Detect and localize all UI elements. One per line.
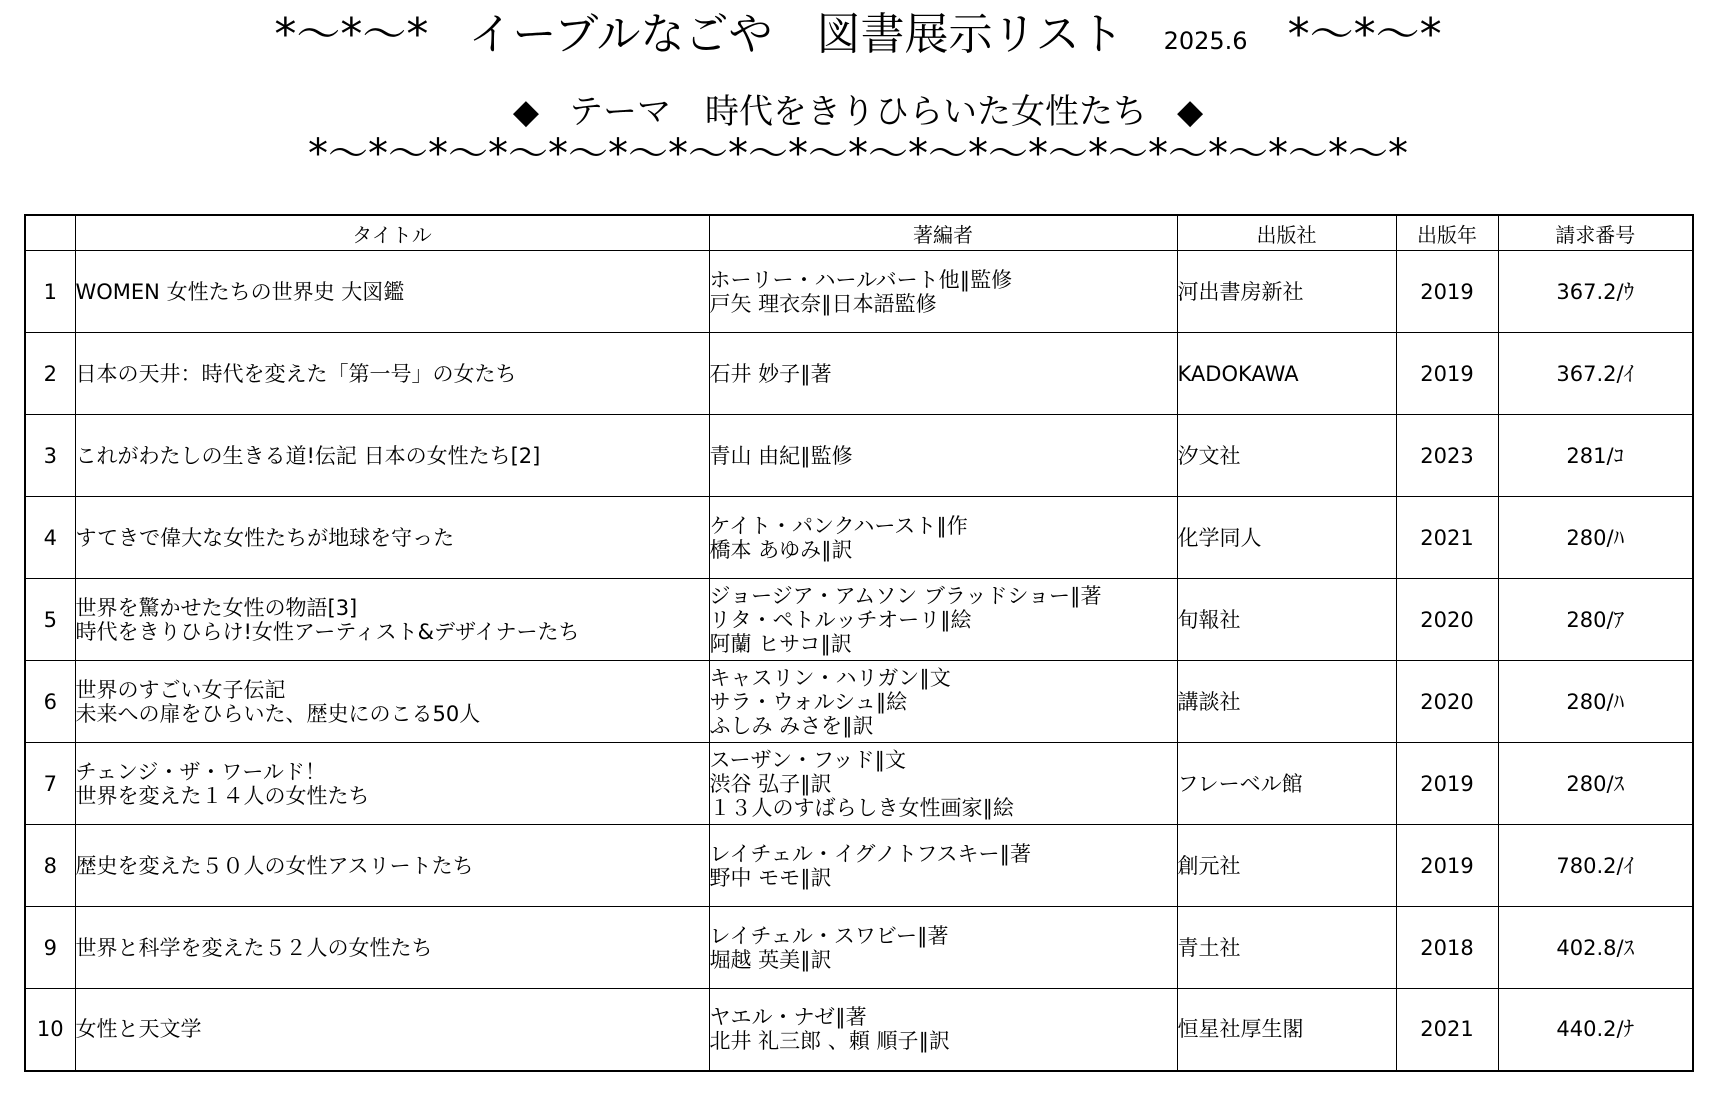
author-line: 戸矢 理衣奈∥日本語監修 xyxy=(709,291,937,316)
call-number: 280/ｽ xyxy=(1498,743,1693,825)
table-header-row xyxy=(25,215,1693,251)
table-row xyxy=(25,579,1693,661)
book-authors xyxy=(709,661,1177,743)
table-row xyxy=(25,251,1693,333)
book-authors xyxy=(709,907,1177,989)
publisher: 創元社 xyxy=(1177,825,1396,907)
book-title-line: 世界を驚かせた女性の物語[3] xyxy=(75,595,358,620)
table-body xyxy=(25,251,1693,1071)
author-line: １３人のすばらしき女性画家∥絵 xyxy=(709,795,1014,820)
row-number: 4 xyxy=(25,497,75,579)
book-authors xyxy=(709,415,1177,497)
publication-year: 2023 xyxy=(1396,415,1498,497)
book-title-line: チェンジ・ザ・ワールド！ xyxy=(75,759,326,784)
author-line: ジョージア・アムソン ブラッドショー∥著 xyxy=(709,583,1102,608)
column-header-author: 著編者 xyxy=(709,215,1177,251)
call-number: 440.2/ﾅ xyxy=(1498,989,1693,1071)
book-title-line: 未来への扉をひらいた、歴史にのこる50人 xyxy=(75,701,481,726)
column-header-number xyxy=(25,215,75,251)
publication-year: 2019 xyxy=(1396,333,1498,415)
book-title xyxy=(75,743,709,825)
table-row xyxy=(25,415,1693,497)
book-title xyxy=(75,661,709,743)
book-title-line: 日本の天井：時代を変えた「第一号」の女たち xyxy=(75,361,517,386)
table-row xyxy=(25,743,1693,825)
call-number: 367.2/ｳ xyxy=(1498,251,1693,333)
author-line: キャスリン・ハリガン∥文 xyxy=(709,665,951,690)
book-title xyxy=(75,579,709,661)
table-row xyxy=(25,333,1693,415)
author-line: ふしみ みさを∥訳 xyxy=(709,713,874,738)
table-row xyxy=(25,497,1693,579)
book-title xyxy=(75,989,709,1071)
table-row xyxy=(25,661,1693,743)
publisher: 講談社 xyxy=(1177,661,1396,743)
title-decoration-left: *〜*〜* xyxy=(274,9,429,60)
author-line: レイチェル・イグノトフスキー∥著 xyxy=(709,841,1032,866)
publisher: KADOKAWA xyxy=(1177,333,1396,415)
author-line: ケイト・パンクハースト∥作 xyxy=(709,513,968,538)
page-title xyxy=(0,10,1716,66)
publication-year: 2021 xyxy=(1396,497,1498,579)
title-decoration-right: *〜*〜* xyxy=(1287,9,1442,60)
table-row xyxy=(25,907,1693,989)
theme-text: テーマ 時代をきりひらいた女性たち xyxy=(569,92,1147,132)
book-title xyxy=(75,333,709,415)
call-number: 780.2/ｲ xyxy=(1498,825,1693,907)
diamond-icon: ◆ xyxy=(1177,92,1204,132)
call-number: 280/ﾊ xyxy=(1498,497,1693,579)
author-line: 堀越 英美∥訳 xyxy=(709,947,832,972)
book-title-line: 世界のすごい女子伝記 xyxy=(75,677,286,702)
book-list-table xyxy=(24,214,1694,1072)
author-line: リタ・ペトルッチオーリ∥絵 xyxy=(709,607,972,632)
book-title xyxy=(75,825,709,907)
book-authors xyxy=(709,251,1177,333)
row-number: 9 xyxy=(25,907,75,989)
publisher: フレーベル館 xyxy=(1177,743,1396,825)
call-number: 402.8/ｽ xyxy=(1498,907,1693,989)
row-number: 7 xyxy=(25,743,75,825)
book-authors xyxy=(709,743,1177,825)
book-title xyxy=(75,497,709,579)
table-row xyxy=(25,989,1693,1071)
publication-year: 2019 xyxy=(1396,825,1498,907)
publication-year: 2018 xyxy=(1396,907,1498,989)
book-authors xyxy=(709,989,1177,1071)
book-title-line: 世界を変えた１４人の女性たち xyxy=(75,783,370,808)
publication-year: 2019 xyxy=(1396,743,1498,825)
book-title-line: これがわたしの生きる道!伝記 日本の女性たち[2] xyxy=(75,443,541,468)
book-title xyxy=(75,907,709,989)
book-title xyxy=(75,415,709,497)
decorative-divider: *〜*〜*〜*〜*〜*〜*〜*〜*〜*〜*〜*〜*〜*〜*〜*〜*〜*〜* xyxy=(308,131,1408,177)
book-authors xyxy=(709,333,1177,415)
author-line: 橋本 あゆみ∥訳 xyxy=(709,537,853,562)
publisher: 恒星社厚生閣 xyxy=(1177,989,1396,1071)
column-header-year: 出版年 xyxy=(1396,215,1498,251)
book-title-line: 女性と天文学 xyxy=(75,1017,202,1042)
book-title-line: 時代をきりひらけ!女性アーティスト&デザイナーたち xyxy=(75,619,580,644)
publisher: 汐文社 xyxy=(1177,415,1396,497)
book-authors xyxy=(709,497,1177,579)
row-number: 2 xyxy=(25,333,75,415)
publication-year: 2021 xyxy=(1396,989,1498,1071)
publisher: 化学同人 xyxy=(1177,497,1396,579)
call-number: 367.2/ｲ xyxy=(1498,333,1693,415)
author-line: スーザン・フッド∥文 xyxy=(709,747,907,772)
column-header-publisher: 出版社 xyxy=(1177,215,1396,251)
author-line: 阿蘭 ヒサコ∥訳 xyxy=(709,631,852,656)
author-line: 北井 礼三郎 、頼 順子∥訳 xyxy=(709,1029,951,1054)
book-title-line: すてきで偉大な女性たちが地球を守った xyxy=(75,525,455,550)
author-line: 野中 モモ∥訳 xyxy=(709,865,832,890)
row-number: 5 xyxy=(25,579,75,661)
column-header-call-number: 請求番号 xyxy=(1498,215,1693,251)
publication-year: 2019 xyxy=(1396,251,1498,333)
row-number: 1 xyxy=(25,251,75,333)
author-line: レイチェル・スワビー∥著 xyxy=(709,923,949,948)
title-text: イーブルなごや 図書展示リスト xyxy=(468,9,1124,60)
author-line: ヤエル・ナゼ∥著 xyxy=(709,1005,867,1030)
book-authors xyxy=(709,825,1177,907)
call-number: 280/ﾊ xyxy=(1498,661,1693,743)
call-number: 281/ｺ xyxy=(1498,415,1693,497)
call-number: 280/ｱ xyxy=(1498,579,1693,661)
row-number: 3 xyxy=(25,415,75,497)
publisher: 青土社 xyxy=(1177,907,1396,989)
book-authors xyxy=(709,579,1177,661)
table-row xyxy=(25,825,1693,907)
diamond-icon: ◆ xyxy=(512,92,539,132)
publisher: 旬報社 xyxy=(1177,579,1396,661)
author-line: サラ・ウォルシュ∥絵 xyxy=(709,689,908,714)
author-line: ホーリー・ハールバート他∥監修 xyxy=(709,267,1013,292)
book-title-line: 歴史を変えた５０人の女性アスリートたち xyxy=(75,853,474,878)
author-line: 青山 由紀∥監修 xyxy=(709,443,853,468)
author-line: 渋谷 弘子∥訳 xyxy=(709,771,832,796)
title-date: 2025.6 xyxy=(1163,27,1248,55)
row-number: 10 xyxy=(25,989,75,1071)
author-line: 石井 妙子∥著 xyxy=(709,361,832,386)
row-number: 8 xyxy=(25,825,75,907)
theme-heading xyxy=(0,92,1716,132)
publisher: 河出書房新社 xyxy=(1177,251,1396,333)
publication-year: 2020 xyxy=(1396,579,1498,661)
book-title-line: 世界と科学を変えた５２人の女性たち xyxy=(75,935,433,960)
row-number: 6 xyxy=(25,661,75,743)
column-header-title: タイトル xyxy=(75,215,709,251)
publication-year: 2020 xyxy=(1396,661,1498,743)
book-title-line: WOMEN 女性たちの世界史 大図鑑 xyxy=(75,279,405,304)
book-title xyxy=(75,251,709,333)
